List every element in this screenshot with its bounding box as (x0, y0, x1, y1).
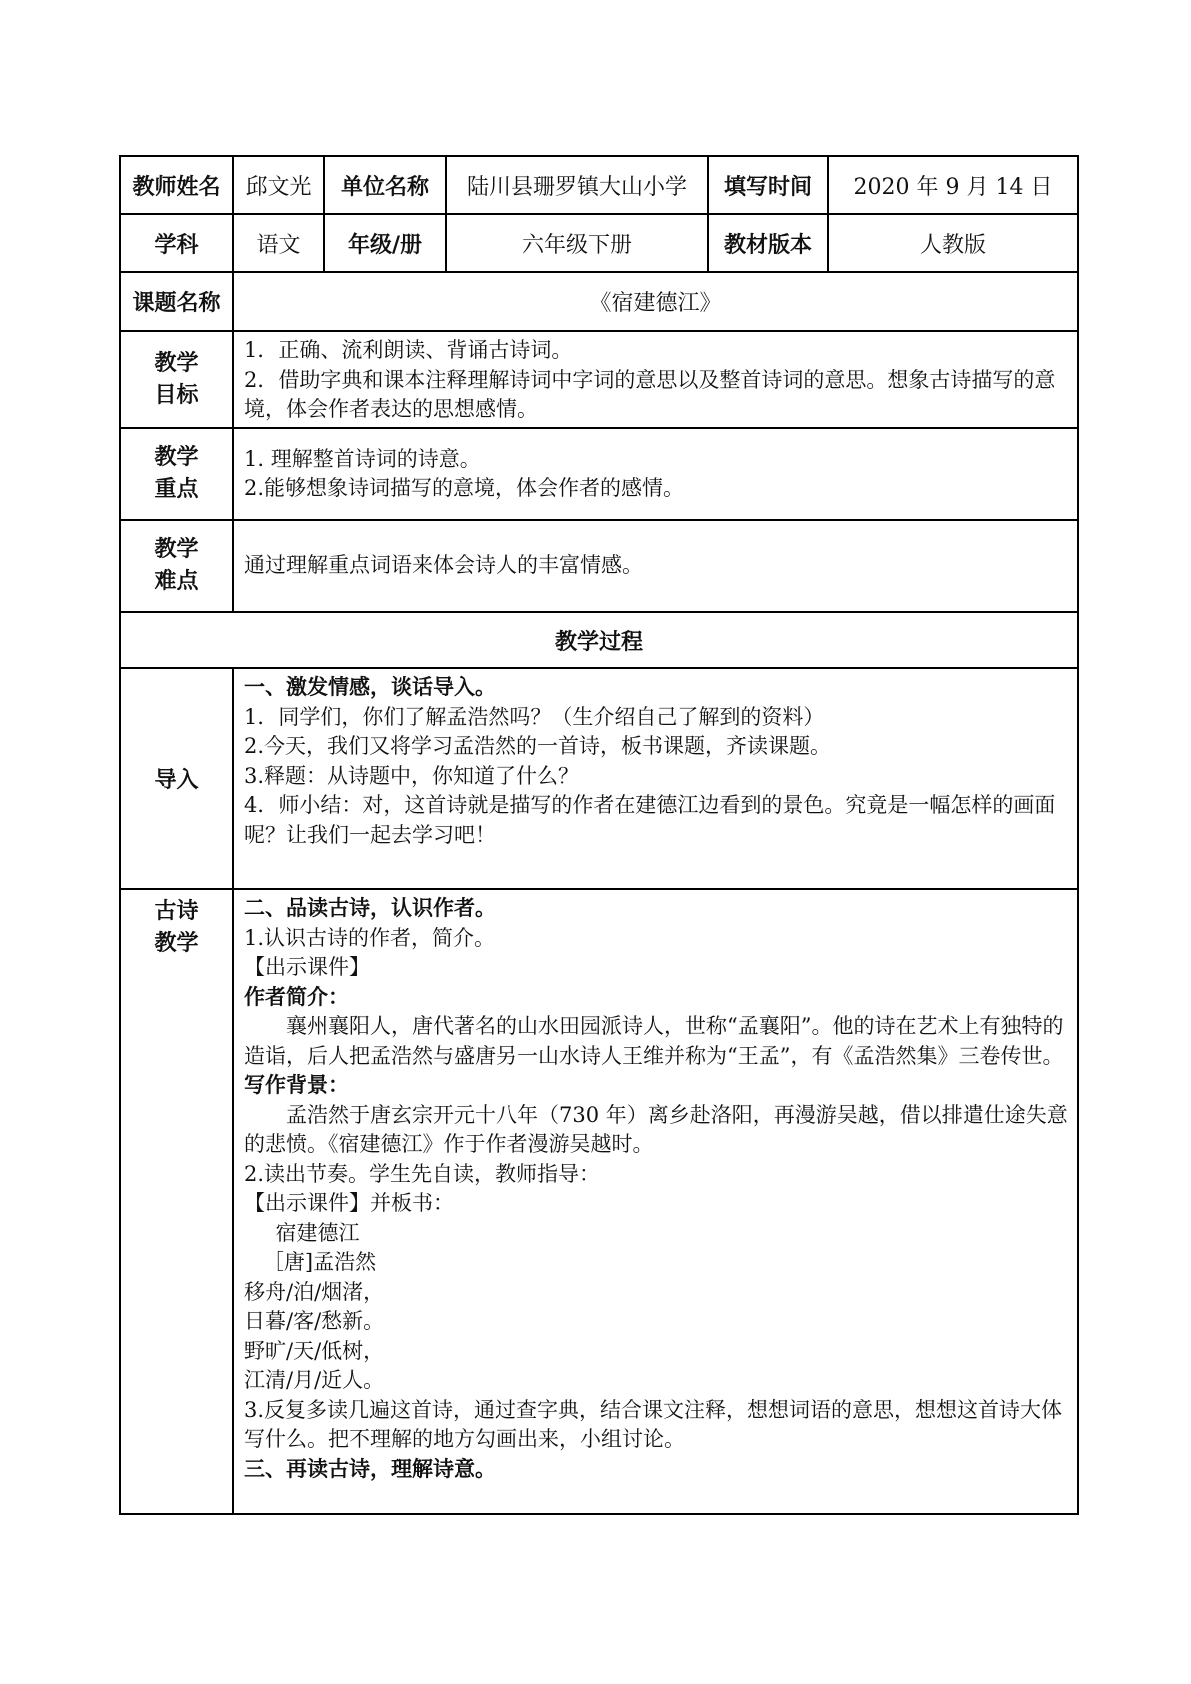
unit-label: 单位名称 (324, 156, 446, 214)
date-value: 2020 年 9 月 14 日 (828, 156, 1078, 214)
courseware-note: 【出示课件】 (244, 955, 370, 979)
author-text: 襄州襄阳人，唐代著名的山水田园派诗人，世称“孟襄阳”。他的诗在艺术上有独特的造诣，后人把孟浩然与盛唐另一山水诗人王维并称为“王孟”，有《孟浩然集》三卷传世。 (244, 1014, 1064, 1068)
difficulty-text: 通过理解重点词语来体会诗人的丰富情感。 (244, 553, 643, 578)
difficulty-content (233, 520, 1078, 612)
courseware-note-2: 【出示课件】并板书： (244, 1191, 454, 1215)
grade-label: 年级/册 (324, 214, 446, 272)
info-row-1 (120, 156, 1078, 214)
poem-line: 日暮/客/愁新。 (244, 1309, 385, 1333)
difficulty-label-line-2: 难点 (154, 569, 199, 594)
intro-content (233, 668, 1078, 889)
keypoints-label-line-2: 重点 (154, 477, 199, 502)
difficulty-row (120, 520, 1078, 612)
date-label: 填写时间 (708, 156, 828, 214)
process-header-row (120, 612, 1078, 668)
section-2-heading: 二、品读古诗，认识作者。 (244, 896, 496, 920)
goals-content (233, 331, 1078, 428)
poem-teaching-row (120, 889, 1078, 1514)
topic-label: 课题名称 (120, 272, 233, 331)
keypoints-label-line-1: 教学 (154, 445, 199, 470)
intro-item: 2.今天，我们又将学习孟浩然的一首诗，板书课题，齐读课题。 (244, 734, 832, 758)
difficulty-label-line-1: 教学 (154, 537, 199, 562)
goals-label-line-2: 目标 (154, 382, 199, 408)
grade-value: 六年级下册 (446, 214, 708, 272)
background-title: 写作背景： (244, 1073, 349, 1097)
keypoints-row (120, 428, 1078, 520)
goals-label-line-1: 教学 (154, 350, 199, 376)
process-header: 教学过程 (120, 612, 1078, 668)
lesson-plan-table (119, 155, 1079, 1515)
keypoints-content (233, 428, 1078, 520)
poem-author: ［唐]孟浩然 (262, 1250, 377, 1274)
poem-line: 移舟/泊/烟渚， (244, 1279, 385, 1304)
info-row-2 (120, 214, 1078, 272)
teacher-label: 教师姓名 (120, 156, 233, 214)
poem-line: 江清/月/近人。 (244, 1368, 385, 1392)
intro-label: 导入 (120, 668, 233, 889)
background-text: 孟浩然于唐玄宗开元十八年（730 年）离乡赴洛阳，再漫游吴越，借以排遣仕途失意的悲愤。《宿建德江》作于作者漫游吴越时。 (244, 1102, 1068, 1156)
edition-label: 教材版本 (708, 214, 828, 272)
goals-row (120, 331, 1078, 428)
intro-item: 4．师小结：对，这首诗就是描写的作者在建德江边看到的景色。究竟是一幅怎样的画面呢？让我们一起去学习吧！ (244, 793, 1056, 847)
goals-label (120, 331, 233, 428)
poem-teaching-label (120, 889, 233, 1514)
poem-teaching-label-line-1: 古诗 (154, 899, 199, 924)
intro-heading: 一、激发情感，谈话导入。 (244, 675, 496, 699)
keypoint-item: 1. 理解整首诗词的诗意。 (244, 446, 481, 471)
step-2: 2.读出节奏。学生先自读，教师指导： (244, 1161, 601, 1186)
poem-teaching-content (233, 889, 1078, 1514)
topic-row (120, 272, 1078, 331)
section-3-heading: 三、再读古诗，理解诗意。 (244, 1456, 496, 1481)
goal-item: 2．借助字典和课本注释理解诗词中字词的意思以及整首诗词的意思。想象古诗描写的意境，体会作者表达的思想感情。 (244, 367, 1056, 421)
poem-teaching-label-line-2: 教学 (154, 931, 199, 956)
goal-item: 1．正确、流利朗读、背诵古诗词。 (244, 338, 573, 362)
topic-value: 《宿建德江》 (233, 272, 1078, 331)
teacher-name: 邱文光 (233, 156, 324, 214)
subject-value: 语文 (233, 214, 324, 272)
edition-value: 人教版 (828, 214, 1078, 272)
step-3: 3.反复多读几遍这首诗，通过查字典，结合课文注释，想想词语的意思，想想这首诗大体写什么。把不理解的地方勾画出来，小组讨论。 (244, 1397, 1063, 1451)
subject-label: 学科 (120, 214, 233, 272)
intro-item: 1．同学们，你们了解孟浩然吗？（生介绍自己了解到的资料） (244, 704, 825, 729)
unit-name: 陆川县珊罗镇大山小学 (446, 156, 708, 214)
intro-item: 3.释题：从诗题中，你知道了什么？ (244, 763, 580, 788)
difficulty-label (120, 520, 233, 612)
poem-title: 宿建德江 (275, 1220, 360, 1245)
step-1: 1.认识古诗的作者，简介。 (244, 925, 496, 950)
poem-line: 野旷/天/低树， (244, 1338, 385, 1363)
keypoint-item: 2.能够想象诗词描写的意境，体会作者的感情。 (244, 476, 685, 500)
author-title: 作者简介： (244, 984, 349, 1009)
intro-row (120, 668, 1078, 889)
keypoints-label (120, 428, 233, 520)
